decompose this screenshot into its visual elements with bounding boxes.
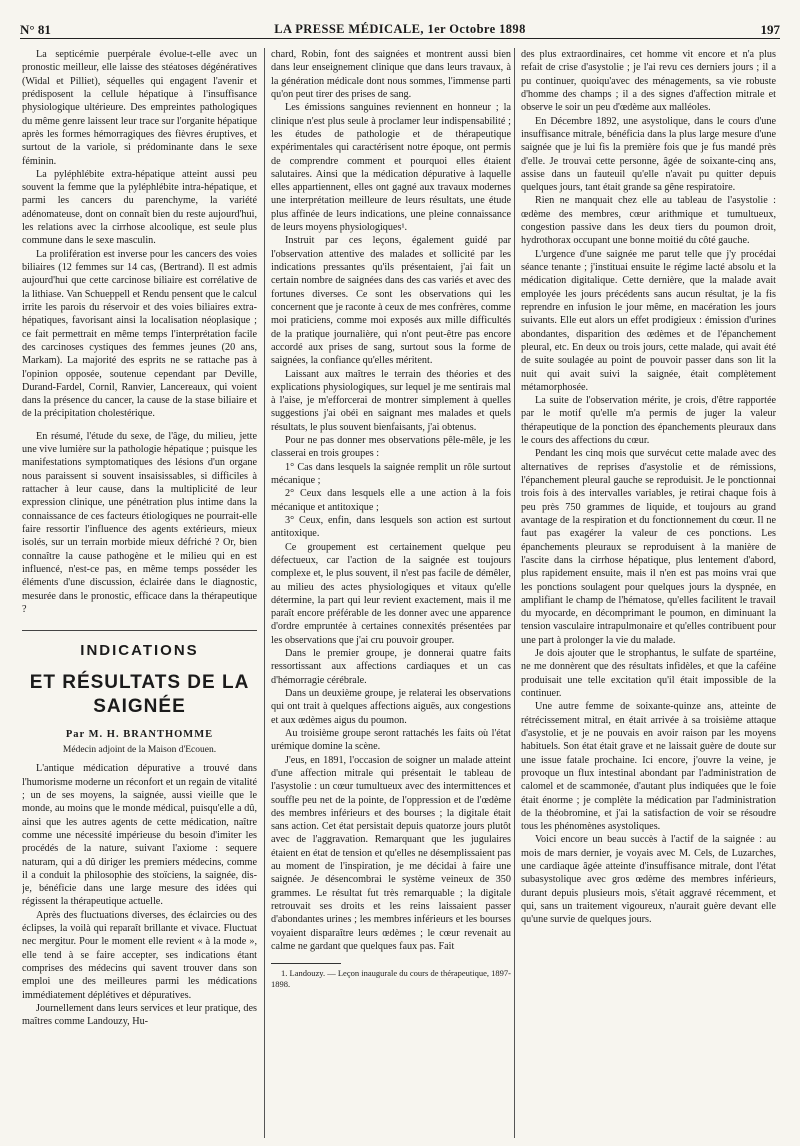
paragraph: Après des fluctuations diverses, des éclaircies ou des éclipses, la voilà qui reparaît brillante et vivace. Fluctuat nec mergitur. Pour le moment elle revient « à la mode », elle tend à se faire accepter, ses indications étant comprises des médecins qui savent trouver dans son emploi une des meilleures parmi les médications immédiatement déplétives et dépuratives. xyxy=(22,909,257,1001)
paragraph: En Décembre 1892, une asystolique, dans le cours d'une insuffisance mitrale, bénéficia dans la plus large mesure d'une saignée que je lui fis la première fois que je fus mandé près d'elle. Je trouvai cette personne, âgée de soixante-cinq ans, assise dans un fauteuil qu'elle n'avait pu quitter depuis quelques jours, tant était grande sa gêne respiratoire. xyxy=(521,115,776,194)
issue-number: N° 81 xyxy=(20,22,51,37)
journal-title-date: LA PRESSE MÉDICALE, 1er Octobre 1898 xyxy=(274,22,526,36)
paragraph: Les émissions sanguines reviennent en honneur ; la clinique n'est plus seule à proclamer leur indispensabilité ; les études de pathologie et de thérapeutique expérimentales qui caractérisent notre époque, ont permis de comprendre comment et pourquoi elles étaient salutaires. Ainsi que la médication dépurative à laquelle elles appartiennent, elles ont gagné aux travaux modernes une interprétation meilleure de leurs résultats, une étude plus affinée de leurs indications, une pleine connaissance de leurs moyens physiologiques¹. xyxy=(271,102,511,234)
paragraph: Au troisième groupe seront rattachés les faits où l'état urémique domine la scène. xyxy=(271,727,511,753)
paragraph: des plus extraordinaires, cet homme vit encore et n'a plus refait de crise d'asystolie ; je l'ai revu ces derniers jours ; il a pu continuer, quoiqu'avec des ménagements, sa vie robuste d'homme des champs ; il a des signes d'affection mitrale et observe le soir un peu d'œdème aux malléoles. xyxy=(521,49,776,114)
paragraph: En résumé, l'étude du sexe, de l'âge, du milieu, jette une vive lumière sur la pathologie hépatique ; puisque les manifestations symptomatiques des lésions d'un organe nous paraissent si souvent insaisissables, si difficiles à rattacher à leur cause, dans la multiplicité de leur expression clinique, une pénétration plus intime dans la connaissance de ces facteurs étiologiques ne pourrait-elle faire ressortir l'influence des agents extérieurs, mieux isolés, sur un terrain morbide mieux défriché ? Or, bien connaître la cause pathogène et le milieu qui en est influencé, n'est-ce pas, en même temps posséder les éléments d'une discussion, éclairée dans le diagnostic, mesurée dans le pronostic, efficace dans la thérapeutique ? xyxy=(22,430,257,615)
paragraph: Dans un deuxième groupe, je relaterai les observations qui ont trait à quelques affections aiguës, aux congestions et aux œdèmes aigus du poumon. xyxy=(271,688,511,726)
paragraph: Ce groupement est certainement quelque peu défectueux, car l'action de la saignée est toujours complexe et, le plus souvent, il n'est pas facile de démêler, au milieu des actes physiologiques et vitaux qu'elle détermine, la part qui leur revient exactement, mais il me paraît encore préférable de les donner avec une apparence d'ordre empruntée à certaines connexités présentées par les observations que j'ai cru pouvoir grouper. xyxy=(271,541,511,646)
paragraph: Journellement dans leurs services et leur pratique, des maîtres comme Landouzy, Hu- xyxy=(22,1002,257,1028)
article-heading xyxy=(22,630,257,756)
paragraph: Voici encore un beau succès à l'actif de la saignée : au mois de mars dernier, je voyais avec M. Cels, de Luzarches, une cardiaque âgée atteinte d'insuffisance mitrale, dont l'état subasystolique avec gros œdème des membres inférieurs, durant depuis plusieurs mois, s'était aggravé récemment, et qui, sans un traitement vigoureux, n'aurait guère devant elle qu'une survie de quelques jours. xyxy=(521,834,776,926)
article-kicker: INDICATIONS xyxy=(80,642,199,660)
list-item: 3° Ceux, enfin, dans lesquels son action est surtout antitoxique. xyxy=(271,514,511,540)
footnote: 1. Landouzy. — Leçon inaugurale du cours de thérapeutique, 1897-1898. xyxy=(271,968,511,990)
paragraph: Une autre femme de soixante-quinze ans, atteinte de rétrécissement mitral, en était arrivée à sa troisième attaque d'asystolie, et je ne pouvais en avoir raison par les moyens habituels. Son état était grave et ne laissait guère de doute sur une issue fatale prochaine. Ici encore, j'ouvre la veine, je provoque un flux intestinal abondant par l'administration de calomel et de scammonée, d'autant plus indiquées que le foie était énorme ; je complète la médication par l'administration de la théobromine, et j'ai la satisfaction de voir se résoudre tous les phénomènes asystoliques. xyxy=(521,701,776,833)
column-2 xyxy=(271,48,511,1138)
paragraph: La suite de l'observation mérite, je crois, d'être rapportée par le motif qu'elle m'a permis de juger la valeur thérapeutique de la ponction des épanchements pleuraux dans le cours des affections du cœur. xyxy=(521,395,776,447)
column-divider xyxy=(264,48,265,1138)
paragraph: Je dois ajouter que le strophantus, le sulfate de spartéine, ne me donnèrent que des résultats infidèles, et que la caféine produisait une telle excitation qu'il était impossible de la continuer. xyxy=(521,648,776,699)
column-divider xyxy=(514,48,515,1138)
article-author: Par M. H. BRANTHOMME xyxy=(65,729,214,741)
paragraph: chard, Robin, font des saignées et montrent aussi bien dans leur enseignement clinique que dans leurs travaux, à la génération médicale dont nous sommes, l'immense parti qu'on peut tirer des prises de sang. xyxy=(271,49,511,100)
paragraph: L'urgence d'une saignée me parut telle que j'y procédai séance tenante ; j'instituai ensuite le régime lacté absolu et la médication digitalique. Cette dernière, que la malade avait employée les jours précédents sans aucun résultat, je la fis reprendre en infusion le jour même, en macération les jours suivants. Elle eut alors un effet prodigieux : émission d'urines abondantes, disparition des œdèmes et de l'épanchement pleural, etc. En deux ou trois jours, cette malade, qui avait été de suite soulagée au point de pouvoir passer dans son lit la nuit qui avait suivi la saignée, était complètement métamorphosée. xyxy=(521,248,776,393)
list-item: 1° Cas dans lesquels la saignée remplit un rôle surtout mécanique ; xyxy=(271,461,511,486)
column-3 xyxy=(521,48,776,1138)
paragraph: Laissant aux maîtres le terrain des théories et des explications physiologiques, sur lequel je me sentirais mal à l'aise, je m'efforcerai de montrer simplement à quelles suggestions j'ai obéi en saignant mes malades et quels résultats, le plus souvent bienfaisants, j'ai obtenus. xyxy=(271,368,511,433)
paragraph: La prolifération est inverse pour les cancers des voies biliaires (12 femmes sur 14 cas, (Bertrand). Il est admis aujourd'hui que cette carcinose biliaire est corrélative de la lithiase. Van Schueppell et Rendu pensent que le calcul irrite les parois du réservoir et des voies biliaires extra-hépatiques, favorisant ainsi la localisation néoplasique ; ce fait permettrait en même temps l'interprétation facile des carcinoses cystiques des femmes jeunes (20 ans, Markam). La majorité des esprits ne se rattache pas à l'opinion opposée, soutenue cependant par Deville, Durand-Fardel, Cornil, Ranvier, Lancereaux, qui voient dans la présence du cancer, la cause de la stase biliaire et de la précipitation cholestérique. xyxy=(22,248,257,420)
paragraph: L'antique médication dépurative a trouvé dans l'humorisme moderne un réconfort et un regain de vitalité ; un de ses moyens, la saignée, aussi vieille que le monde, au moins que le monde médical, puisqu'elle a dû, ainsi que les autres agents de cette médication, naître comme une nécessité impérieuse du besoin d'imiter les procédés de la nature, suivant l'axiome : sequere naturam, qui a dû diriger les premiers médecins, comme il a conduit la philosophie des stoïciens, la saignée, dis-je, bénéficie dans une large mesure des idées qui régissent la thérapeutique actuelle. xyxy=(22,763,257,908)
article-title: ET RÉSULTATS DE LA SAIGNÉE xyxy=(29,671,250,718)
paragraph: Dans le premier groupe, je donnerai quatre faits ressortissant aux affections cardiaques et un cas d'hémorragie cérébrale. xyxy=(271,648,511,686)
list-item: 2° Ceux dans lesquels elle a une action à la fois mécanique et antitoxique ; xyxy=(271,488,511,513)
footnote-divider xyxy=(271,963,341,964)
paragraph: La pyléphlébite extra-hépatique atteint aussi peu souvent la femme que la pyléphlébite intra-hépatique, et parmi les cancers du parenchyme, la variété adénomateuse, dont on connaît bien du reste aujourd'hui, les relations avec la cirrhose alcoolique, est seule plus commune dans le sexe masculin. xyxy=(22,168,257,247)
author-affiliation: Médecin adjoint de la Maison d'Ecouen. xyxy=(62,744,217,755)
page-header xyxy=(20,4,780,39)
paragraph: Pour ne pas donner mes observations pêle-mêle, je les classerai en trois groupes : xyxy=(271,435,511,460)
paragraph: J'eus, en 1891, l'occasion de soigner un malade atteint d'une affection mitrale qui présentait le tableau de l'asystolie : un cœur tumultueux avec des intermittences et souffle peu net de la pointe, de l'oppression et de l'œdème des membres inférieurs et des bourses ; la digitale était sans action. Cet état persistait depuis quatorze jours plutôt avec de l'aggravation. Remarquant que les jugulaires étaient en état de tension et qu'elles ne désemplissaient pas au moment de l'inspiration, je me décidai à faire une saignée. Je désencombrai le système veineux de 350 grammes. Le résultat fut très remarquable ; la digitale retrouvait ses droits et les reins laissaient passer d'abondantes urines ; les membres inférieurs et les bourses voyaient disparaître leurs œdèmes ; le cœur revenait au calme ne gardant que quelques faux pas. Fait xyxy=(271,754,511,952)
paragraph: Pendant les cinq mois que survécut cette malade avec des alternatives de reprises d'asystolie et de rémissions, l'épanchement pleural gauche se reproduisit. Je le ponctionnai trois fois à des intervalles variables, je retirai chaque fois à peu près 750 grammes de liquide, et toujours au grand avantage de la respiration et du fonctionnement du cœur. Il ne faut pas exagérer la valeur de ces ponctions. Les épanchements pleuraux se reproduisent à la manière de l'ascite dans la cirrhose hépatique, plus lentement d'abord, plus rapidement ensuite, mais il n'en est pas moins vrai que les ponctions soulagent pour quelques jours la dyspnée, en amplifiant le champ de l'hématose, qu'elles facilitent le travail du myocarde, en décomprimant le poumon, en diminuant la tension vasculaire intrapulmonaire et qu'elles contribuent pour une part à prolonger la vie du malade. xyxy=(521,448,776,646)
paragraph: La septicémie puerpérale évolue-t-elle avec un pronostic meilleur, elle laisse des stéatoses dégénératives (Widal et Pilliet), séquelles qui engagent l'avenir et prédisposent la cellule hépatique à l'insuffisance physiologique ultérieure. Des empreintes pathologiques du même genre laissent leur trace sur l'organite hépatique après les formes hémorragiques des fièvres éruptives, et surtout de la variole, si prédominante dans le sexe féminin. xyxy=(22,49,257,167)
paragraph: Rien ne manquait chez elle au tableau de l'asystolie : œdème des membres, cœur arithmique et tumultueux, congestion passive dans les deux tiers du poumon droit, hydrothorax occupant une bonne moitié du côté gauche. xyxy=(521,195,776,247)
paragraph: Instruit par ces leçons, également guidé par l'observation attentive des malades et sollicité par les indications pressantes qu'ils présentaient, j'ai fait un certain nombre de saignées dans des cas variés et avec des fortunes diverses. Ce sont les observations qui les concernent que je raconte à ceux de mes confrères, comme moi praticiens, comme moi exposés aux mille difficultés de la pratique journalière, qui n'ont peut-être pas encore accordé aux prises de sang, surtout sous la forme de saignées, la confiance qu'elles méritent. xyxy=(271,235,511,367)
column-1 xyxy=(22,48,257,1138)
page-number: 197 xyxy=(760,22,780,37)
